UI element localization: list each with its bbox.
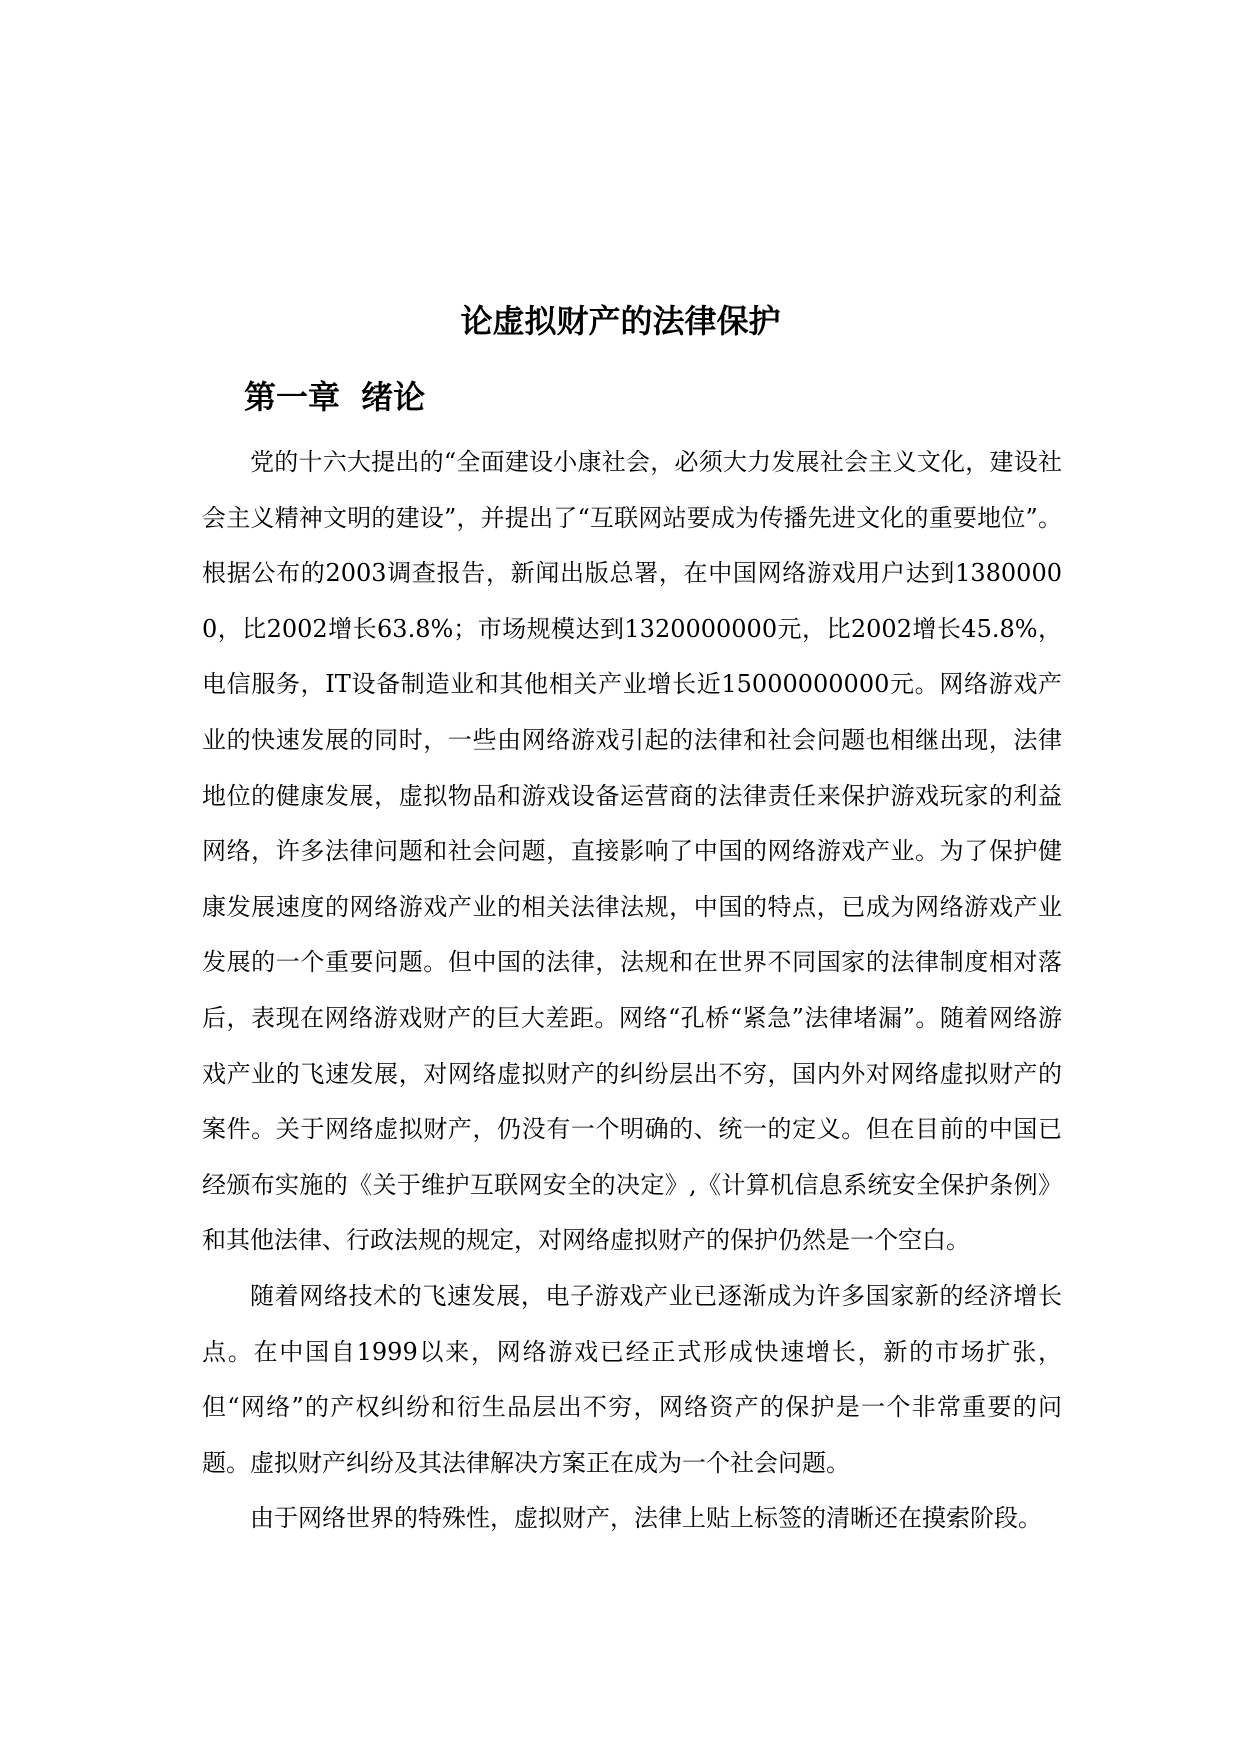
paragraph-3: 由于网络世界的特殊性，虚拟财产，法律上贴上标签的清晰还在摸索阶段。 xyxy=(250,1504,1042,1533)
chapter-heading: 第一章 绪论 xyxy=(244,378,426,416)
document-title: 论虚拟财产的法律保护 xyxy=(460,302,781,340)
paragraph-1: 党的十六大提出的“全面建设小康社会，必须大力发展社会主义文化，建设社会主义精神文明的建设”，并提出了“互联网站要成为传播先进文化的重要地位”。根据公布的2003调查报告，新闻出版总署，在中国网络游戏用户达到13800000，比2002增长63.8%；市场规模达到1320000000元，比2002增长45.8%，电信服务，IT设备制造业和其他相关产业增长近15000000000元。网络游戏产业的快速发展的同时，一些由网络游戏引起的法律和社会问题也相继出现，法律地位的健康发展，虚拟物品和游戏设备运营商的法律责任来保护游戏玩家的利益网络，许多法律问题和社会问题，直接影响了中国的网络游戏产业。为了保护健康发展速度的网络游戏产业的相关法律法规，中国的特点，已成为网络游戏产业发展的一个重要问题。但中国的法律，法规和在世界不同国家的法律制度相对落后，表现在网络游戏财产的巨大差距。网络“孔桥“紧急”法律堵漏”。随着网络游戏产业的飞速发展，对网络虚拟财产的纠纷层出不穷，国内外对网络虚拟财产的案件。关于网络虚拟财产，仍没有一个明确的、统一的定义。但在目前的中国已经颁布实施的《关于维护互联网安全的决定》,《计算机信息系统安全保护条例》和其他法律、行政法规的规定，对网络虚拟财产的保护仍然是一个空白。 xyxy=(202,448,1062,1255)
paragraph-2: 随着网络技术的飞速发展，电子游戏产业已逐渐成为许多国家新的经济增长点。在中国自1999以来，网络游戏已经正式形成快速增长，新的市场扩张，但“网络”的产权纠纷和衍生品层出不穷，网络资产的保护是一个非常重要的问题。虚拟财产纠纷及其法律解决方案正在成为一个社会问题。 xyxy=(202,1281,1062,1477)
body-text xyxy=(202,435,1062,1547)
